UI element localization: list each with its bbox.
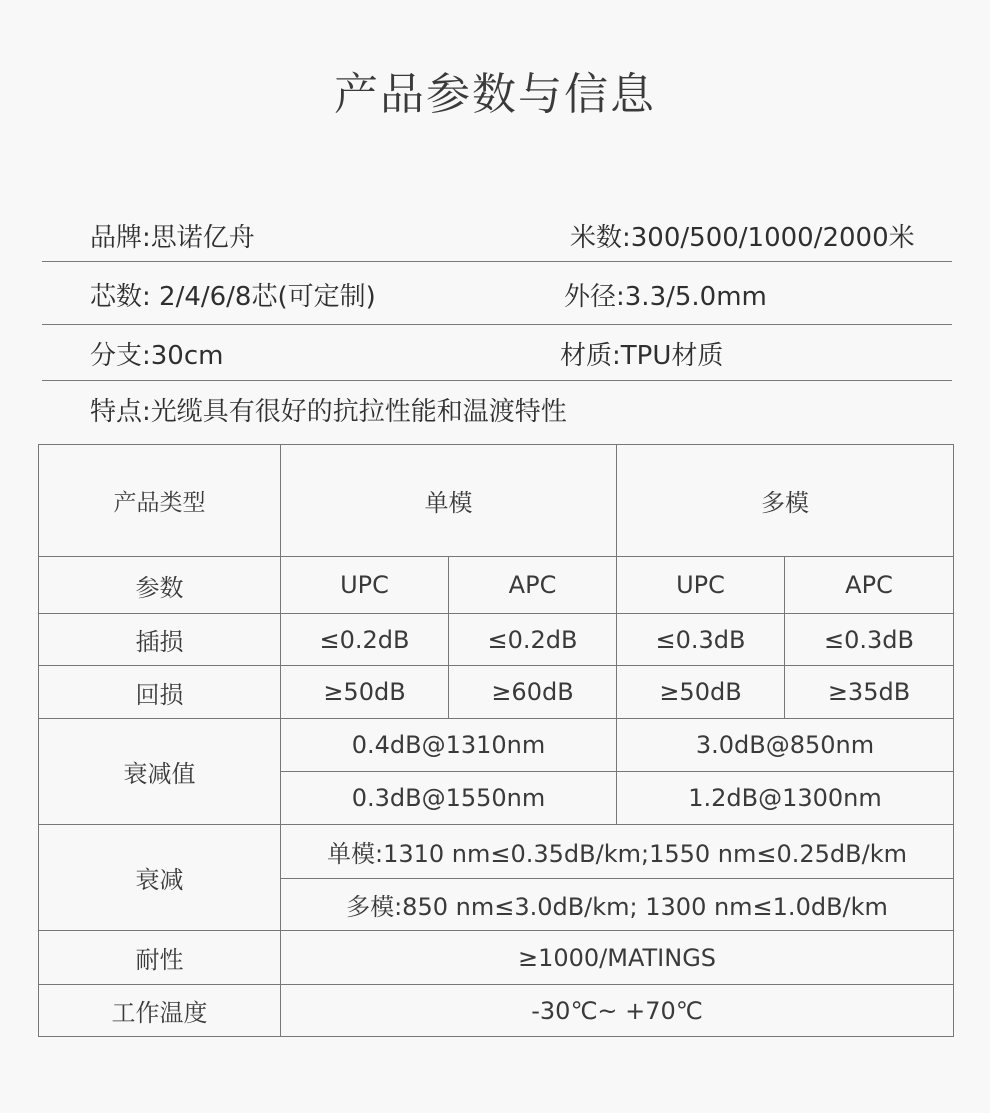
insertion-loss-value: ≤0.2dB [449, 614, 617, 666]
return-loss-label: 回损 [39, 666, 281, 719]
attenuation-sm-value: 0.3dB@1550nm [281, 772, 617, 825]
attenuation-value-label: 衰减值 [39, 719, 281, 825]
table-row [39, 719, 954, 772]
branch-spec: 分支:30cm [90, 341, 224, 371]
attenuation-sm-value: 0.4dB@1310nm [281, 719, 617, 772]
attenuation-mm-value: 1.2dB@1300nm [617, 772, 954, 825]
page-title: 产品参数与信息 [334, 69, 656, 120]
durability-label: 耐性 [39, 931, 281, 985]
temperature-value: -30℃~ +70℃ [281, 985, 954, 1037]
return-loss-value: ≥50dB [617, 666, 785, 719]
spec-row-1 [42, 203, 952, 262]
sm-apc-header: APC [449, 557, 617, 614]
brand-spec: 品牌:思诺亿舟 [90, 223, 255, 253]
product-type-header: 产品类型 [39, 445, 281, 557]
table-row [39, 985, 954, 1037]
sm-upc-header: UPC [281, 557, 449, 614]
mm-upc-header: UPC [617, 557, 785, 614]
multi-mode-header: 多模 [617, 445, 954, 557]
insertion-loss-value: ≤0.3dB [617, 614, 785, 666]
table-row [39, 557, 954, 614]
insertion-loss-label: 插损 [39, 614, 281, 666]
attenuation-mm-line: 多模:850 nm≤3.0dB/km; 1300 nm≤1.0dB/km [281, 879, 954, 931]
attenuation-label: 衰减 [39, 825, 281, 931]
table-row [39, 825, 954, 879]
table-row [39, 445, 954, 557]
cores-spec: 芯数: 2/4/6/8芯(可定制) [90, 282, 376, 312]
single-mode-header: 单模 [281, 445, 617, 557]
mm-apc-header: APC [785, 557, 954, 614]
feature-spec: 特点:光缆具有很好的抗拉性能和温渡特性 [90, 397, 567, 427]
spec-row-4 [42, 381, 952, 436]
durability-value: ≥1000/MATINGS [281, 931, 954, 985]
parameter-table [38, 444, 954, 1037]
return-loss-value: ≥35dB [785, 666, 954, 719]
temperature-label: 工作温度 [39, 985, 281, 1037]
length-spec: 米数:300/500/1000/2000米 [570, 223, 915, 253]
insertion-loss-value: ≤0.3dB [785, 614, 954, 666]
table-row [39, 666, 954, 719]
return-loss-value: ≥50dB [281, 666, 449, 719]
insertion-loss-value: ≤0.2dB [281, 614, 449, 666]
diameter-spec: 外径:3.3/5.0mm [564, 282, 767, 312]
material-spec: 材质:TPU材质 [560, 341, 724, 371]
attenuation-mm-value: 3.0dB@850nm [617, 719, 954, 772]
table-row [39, 931, 954, 985]
spec-row-3 [42, 325, 952, 381]
table-row [39, 614, 954, 666]
return-loss-value: ≥60dB [449, 666, 617, 719]
spec-row-2 [42, 262, 952, 325]
param-label: 参数 [39, 557, 281, 614]
attenuation-sm-line: 单模:1310 nm≤0.35dB/km;1550 nm≤0.25dB/km [281, 825, 954, 879]
